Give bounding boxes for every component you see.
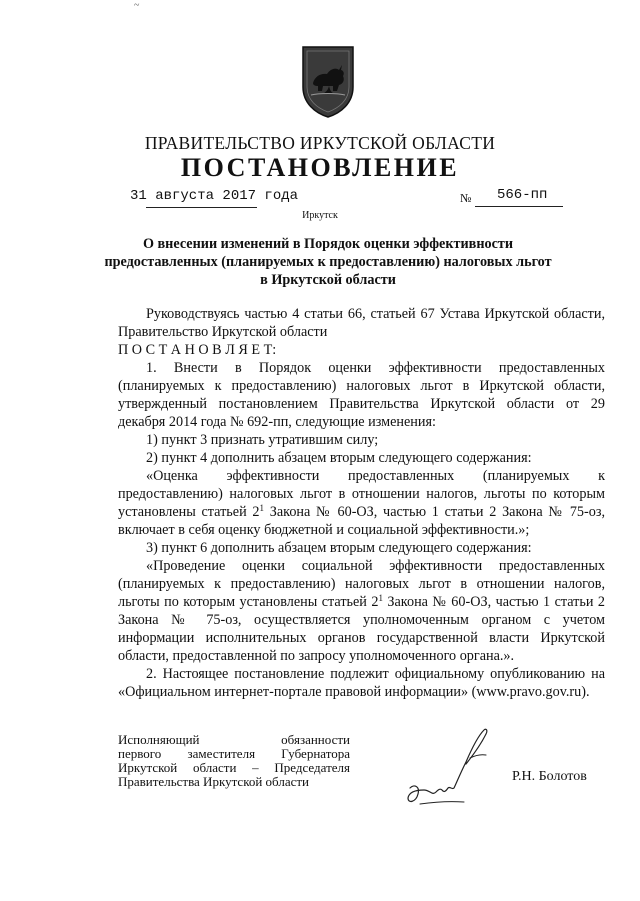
quote-1: «Оценка эффективности предоставленных (планируемых к предоставлению) налоговых льгот в отношении налогов, льготы по которым установлены статьей $2^1$ Закона № 60-ОЗ, частью 1 статьи 2 Закона № 75-оз, включает в себя оценку бюджетной и социальной эффективности.»; (118, 468, 605, 538)
date-underline (146, 207, 257, 208)
signatory-position (118, 733, 350, 789)
quote-2: «Проведение оценки социальной эффективности предоставленных (планируемых к предоставлению) налоговых льгот в отношении налогов, льготы по которым установлены статьей $2^1$ Закона № 60-ОЗ, частью 1 статьи 2 Закона № 75-оз, осуществляется уполномоченным органом с учетом информации исполнительных органов государственной власти Иркутской области, предоставленной по запросу уполномоченного органа.». (118, 558, 605, 664)
document-number: 566-пп (497, 187, 548, 203)
document-date: 31 августа 2017 года (130, 188, 299, 204)
irkutsk-coat-of-arms-icon (299, 43, 357, 119)
signatory-line-2: первого заместителя Губернатора (118, 746, 350, 761)
document-body (118, 305, 605, 701)
subitem-3: 3) пункт 6 дополнить абзацем вторым следующего содержания: (146, 540, 532, 556)
government-name: ПРАВИТЕЛЬСТВО ИРКУТСКОЙ ОБЛАСТИ (144, 133, 496, 153)
city: Иркутск (302, 210, 338, 221)
document-title: О внесении изменений в Порядок оценки эффективности предоставленных (планируемых к предоставлению) налоговых льгот в Иркутской области (104, 236, 552, 288)
subitem-2: 2) пункт 4 дополнить абзацем вторым следующего содержания: (146, 450, 532, 466)
resolves-heading: П О С Т А Н О В Л Я Е Т: (118, 342, 277, 358)
number-underline (475, 206, 563, 207)
signatory-line-3: Иркутской области – Председателя (118, 760, 350, 775)
scan-mark: ~ (134, 0, 140, 11)
signatory-line-4: Правительства Иркутской области (118, 774, 310, 789)
number-sign: № (460, 191, 472, 205)
item-1: 1. Внести в Порядок оценки эффективности предоставленных (планируемых к предоставлению) налоговых льгот в Иркутской области, утвержденный постановлением Правительства Иркутской области от 29 декабря 2014 года № 692-пп, следующие изменения: (118, 360, 605, 430)
signer-name: Р.Н. Болотов (512, 769, 587, 784)
signatory-line-1: Исполняющий обязанности (118, 732, 350, 747)
document-type: ПОСТАНОВЛЕНИЕ (180, 153, 460, 182)
intro-paragraph: Руководствуясь частью 4 статьи 66, статьей 67 Устава Иркутской области, Правительство Иркутской области (118, 306, 605, 340)
subitem-1: 1) пункт 3 признать утратившим силу; (146, 432, 379, 448)
item-2: 2. Настоящее постановление подлежит официальному опубликованию на «Официальном интернет-портале правовой информации» (www.pravo.gov.ru). (118, 666, 605, 700)
handwritten-signature-icon (400, 718, 500, 818)
